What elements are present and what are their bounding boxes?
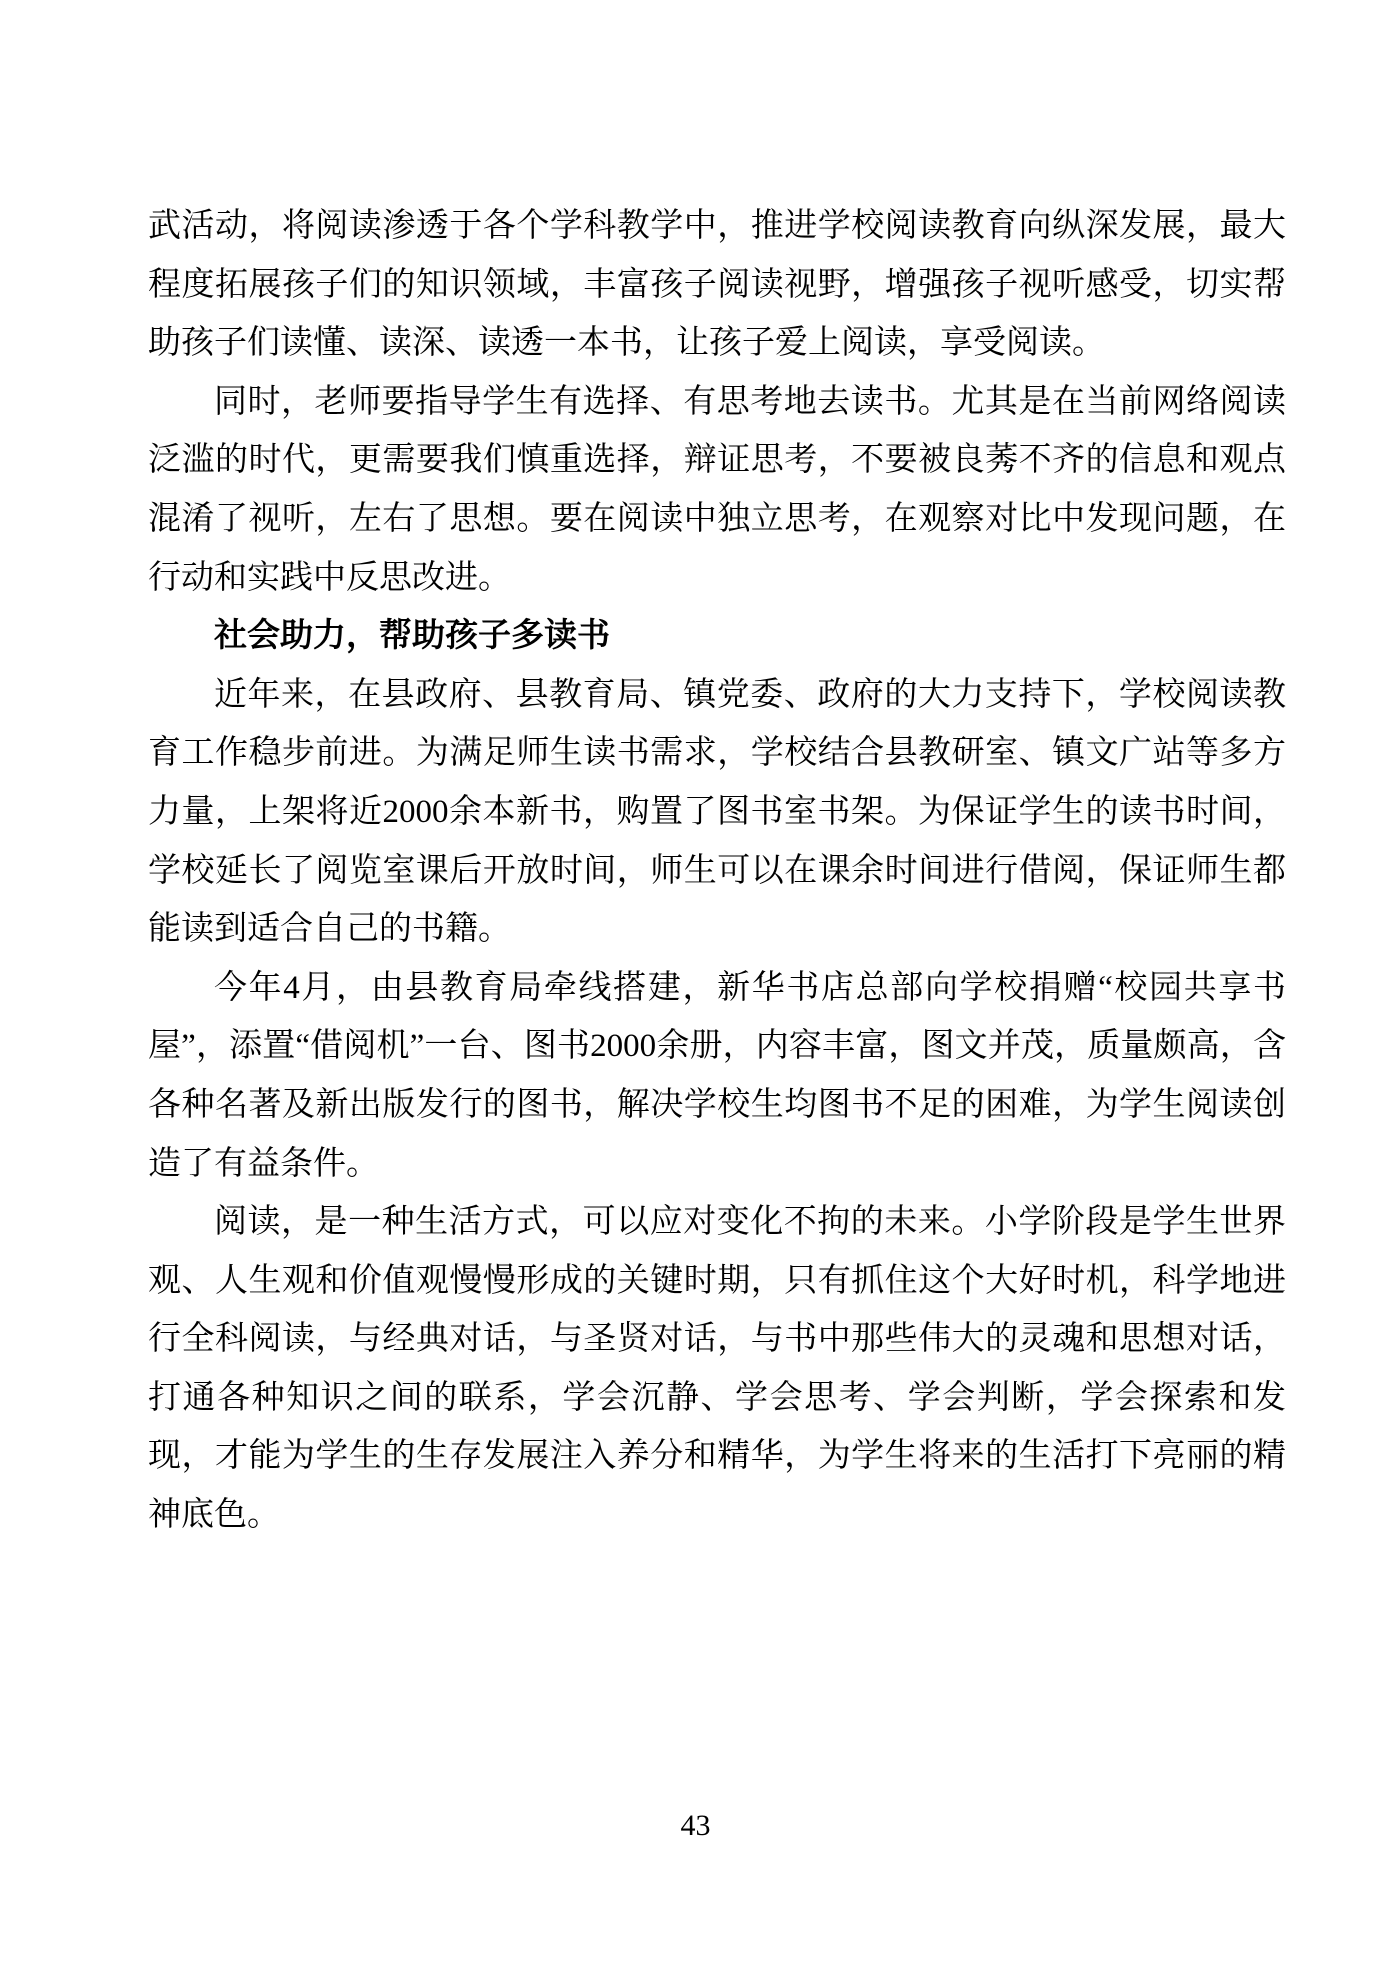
paragraph: 近年来，在县政府、县教育局、镇党委、政府的大力支持下，学校阅读教育工作稳步前进。为满足师生读书需求，学校结合县教研室、镇文广站等多方力量，上架将近2000余本新书，购置了图书室书架。为保证学生的读书时间，学校延长了阅览室课后开放时间，师生可以在课余时间进行借阅，保证师生都能读到适合自己的书籍。: [148, 676, 1286, 948]
paragraph: 同时，老师要指导学生有选择、有思考地去读书。尤其是在当前网络阅读泛滥的时代，更需要我们慎重选择，辩证思考，不要被良莠不齐的信息和观点混淆了视听，左右了思想。要在阅读中独立思考，在观察对比中发现问题，在行动和实践中反思改进。: [148, 383, 1286, 596]
paragraph: 今年4月，由县教育局牵线搭建，新华书店总部向学校捐赠“校园共享书屋”，添置“借阅机”一台、图书2000余册，内容丰富，图文并茂，质量颇高，含各种名著及新出版发行的图书，解决学校生均图书不足的困难，为学生阅读创造了有益条件。: [148, 969, 1286, 1182]
page-number: 43: [680, 1809, 711, 1842]
paragraph: 阅读，是一种生活方式，可以应对变化不拘的未来。小学阶段是学生世界观、人生观和价值观慢慢形成的关键时期，只有抓住这个大好时机，科学地进行全科阅读，与经典对话，与圣贤对话，与书中那些伟大的灵魂和思想对话，打通各种知识之间的联系，学会沉静、学会思考、学会判断，学会探索和发现，才能为学生的生存发展注入养分和精华，为学生将来的生活打下亮丽的精神底色。: [148, 1204, 1286, 1534]
section-heading: 社会助力，帮助孩子多读书: [214, 618, 610, 655]
paragraph-continued-from-previous-page: 武活动，将阅读渗透于各个学科教学中，推进学校阅读教育向纵深发展，最大程度拓展孩子们的知识领域，丰富孩子阅读视野，增强孩子视听感受，切实帮助孩子们读懂、读深、读透一本书，让孩子爱上阅读，享受阅读。: [148, 208, 1286, 362]
document-text-block: [148, 197, 1286, 1545]
